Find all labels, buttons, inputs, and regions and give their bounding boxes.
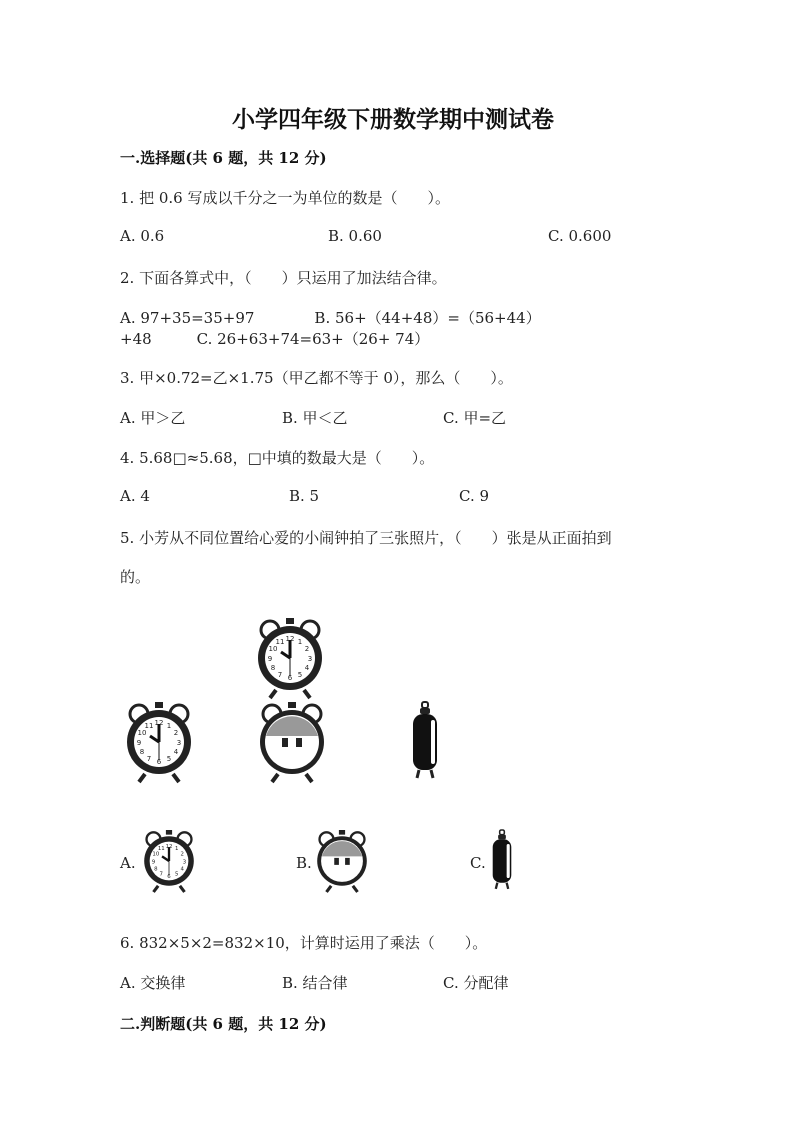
alarm-clock-back-icon	[252, 702, 332, 782]
question-4-option-b[interactable]: B. 5	[289, 487, 320, 505]
question-6-option-c[interactable]: C. 分配律	[443, 974, 509, 992]
question-4-option-c[interactable]: C. 9	[459, 487, 490, 505]
question-5-option-a[interactable]: A.	[120, 854, 136, 872]
question-5-option-c[interactable]: C.	[470, 854, 486, 872]
question-6-text: 6. 832×5×2=832×10，计算时运用了乘法（ ）。	[120, 934, 488, 952]
question-4-option-a[interactable]: A. 4	[120, 487, 150, 505]
question-2-options-line-2[interactable]: +48 C. 26+63+74=63+（26+ 74）	[120, 330, 430, 348]
alarm-clock-side-icon	[385, 702, 465, 782]
alarm-clock-back-icon[interactable]	[311, 830, 373, 892]
question-5-text-line-1: 5. 小芳从不同位置给心爱的小闹钟拍了三张照片，（ ）张是从正面拍到	[120, 529, 612, 547]
question-1-text: 1. 把 0.6 写成以千分之一为单位的数是（ ）。	[120, 189, 450, 207]
question-3-option-a[interactable]: A. 甲＞乙	[120, 409, 186, 427]
question-4-text: 4. 5.68□≈5.68，□中填的数最大是（ ）。	[120, 449, 435, 467]
question-3-text: 3. 甲×0.72=乙×1.75（甲乙都不等于 0），那么（ ）。	[120, 369, 513, 387]
question-6-option-b[interactable]: B. 结合律	[282, 974, 348, 992]
alarm-clock-side-icon[interactable]	[471, 830, 533, 892]
section-heading-judgment: 二.判断题(共 6 题，共 12 分)	[120, 1015, 327, 1033]
question-3-option-b[interactable]: B. 甲＜乙	[282, 409, 348, 427]
question-1-option-c[interactable]: C. 0.600	[548, 227, 612, 245]
question-5-option-b[interactable]: B.	[296, 854, 312, 872]
question-2-text: 2. 下面各算式中，（ ）只运用了加法结合律。	[120, 269, 447, 287]
question-2-options-line-1[interactable]: A. 97+35=35+97 B. 56+（44+48）=（56+44）	[120, 309, 541, 327]
question-5-text-line-2: 的。	[120, 568, 151, 586]
alarm-clock-front-icon[interactable]	[138, 830, 200, 892]
alarm-clock-front-icon	[250, 618, 330, 698]
alarm-clock-front-icon	[119, 702, 199, 782]
question-6-option-a[interactable]: A. 交换律	[120, 974, 186, 992]
page-title: 小学四年级下册数学期中测试卷	[232, 106, 554, 133]
question-1-option-b[interactable]: B. 0.60	[328, 227, 382, 245]
question-3-option-c[interactable]: C. 甲=乙	[443, 409, 507, 427]
section-heading-choice: 一.选择题(共 6 题，共 12 分)	[120, 149, 327, 167]
question-1-option-a[interactable]: A. 0.6	[120, 227, 165, 245]
